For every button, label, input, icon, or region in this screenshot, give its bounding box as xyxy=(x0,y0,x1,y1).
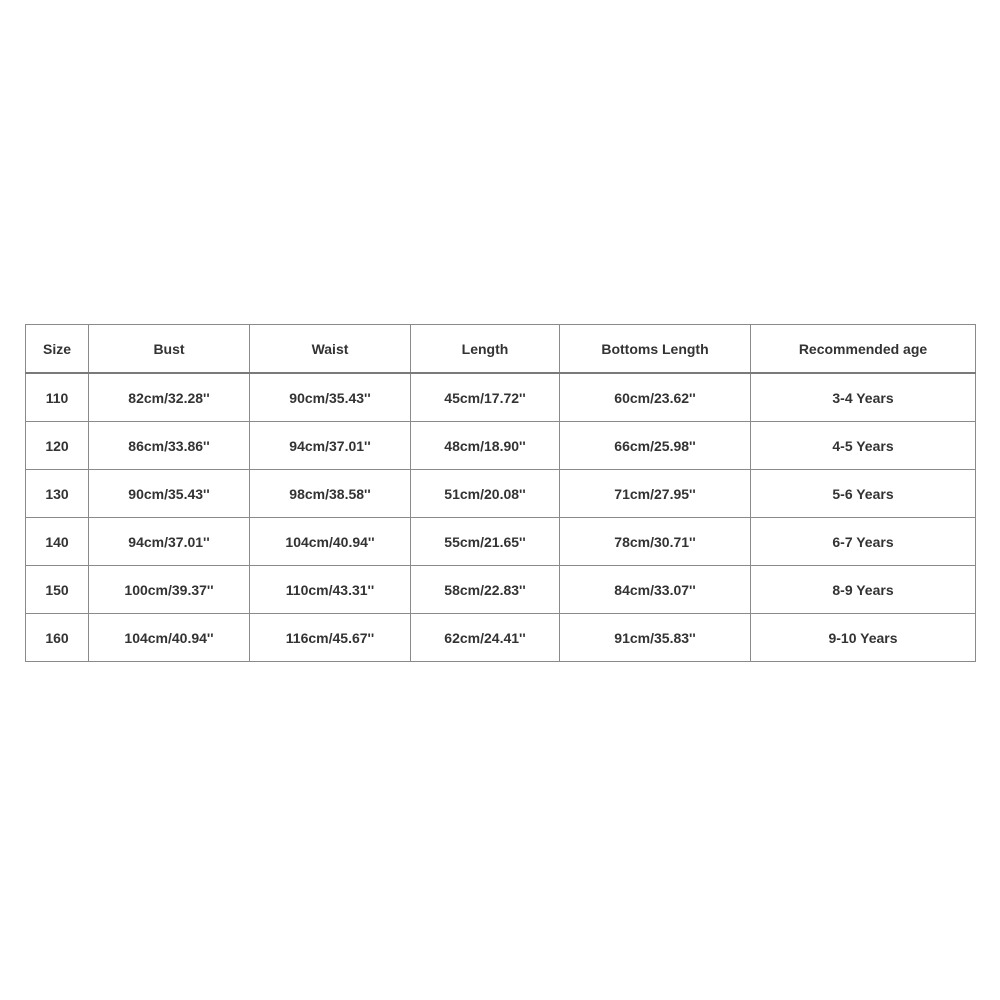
cell-waist: 110cm/43.31'' xyxy=(250,566,411,614)
cell-bottoms-length: 60cm/23.62'' xyxy=(560,373,751,422)
size-chart-body xyxy=(26,373,976,662)
cell-bottoms-length: 66cm/25.98'' xyxy=(560,422,751,470)
header-bottoms-length: Bottoms Length xyxy=(560,325,751,374)
cell-size: 120 xyxy=(26,422,89,470)
cell-bottoms-length: 84cm/33.07'' xyxy=(560,566,751,614)
cell-recommended-age: 8-9 Years xyxy=(751,566,976,614)
cell-recommended-age: 6-7 Years xyxy=(751,518,976,566)
cell-size: 160 xyxy=(26,614,89,662)
header-bust: Bust xyxy=(89,325,250,374)
cell-length: 48cm/18.90'' xyxy=(411,422,560,470)
table-row xyxy=(26,566,976,614)
cell-waist: 90cm/35.43'' xyxy=(250,373,411,422)
cell-length: 62cm/24.41'' xyxy=(411,614,560,662)
table-row xyxy=(26,614,976,662)
cell-size: 150 xyxy=(26,566,89,614)
cell-recommended-age: 5-6 Years xyxy=(751,470,976,518)
cell-waist: 94cm/37.01'' xyxy=(250,422,411,470)
cell-recommended-age: 3-4 Years xyxy=(751,373,976,422)
cell-bust: 82cm/32.28'' xyxy=(89,373,250,422)
cell-bottoms-length: 78cm/30.71'' xyxy=(560,518,751,566)
size-chart-table xyxy=(25,324,976,662)
cell-length: 51cm/20.08'' xyxy=(411,470,560,518)
size-chart-header xyxy=(26,325,976,374)
cell-bust: 90cm/35.43'' xyxy=(89,470,250,518)
cell-bust: 104cm/40.94'' xyxy=(89,614,250,662)
cell-length: 55cm/21.65'' xyxy=(411,518,560,566)
cell-waist: 104cm/40.94'' xyxy=(250,518,411,566)
cell-bottoms-length: 71cm/27.95'' xyxy=(560,470,751,518)
cell-waist: 98cm/38.58'' xyxy=(250,470,411,518)
cell-recommended-age: 9-10 Years xyxy=(751,614,976,662)
cell-size: 130 xyxy=(26,470,89,518)
cell-bust: 100cm/39.37'' xyxy=(89,566,250,614)
cell-length: 58cm/22.83'' xyxy=(411,566,560,614)
cell-bottoms-length: 91cm/35.83'' xyxy=(560,614,751,662)
cell-recommended-age: 4-5 Years xyxy=(751,422,976,470)
header-row xyxy=(26,325,976,374)
header-length: Length xyxy=(411,325,560,374)
cell-size: 110 xyxy=(26,373,89,422)
table-row xyxy=(26,373,976,422)
table-row xyxy=(26,518,976,566)
cell-length: 45cm/17.72'' xyxy=(411,373,560,422)
cell-size: 140 xyxy=(26,518,89,566)
table-row xyxy=(26,470,976,518)
header-waist: Waist xyxy=(250,325,411,374)
header-size: Size xyxy=(26,325,89,374)
cell-waist: 116cm/45.67'' xyxy=(250,614,411,662)
header-recommended-age: Recommended age xyxy=(751,325,976,374)
cell-bust: 86cm/33.86'' xyxy=(89,422,250,470)
table-row xyxy=(26,422,976,470)
cell-bust: 94cm/37.01'' xyxy=(89,518,250,566)
